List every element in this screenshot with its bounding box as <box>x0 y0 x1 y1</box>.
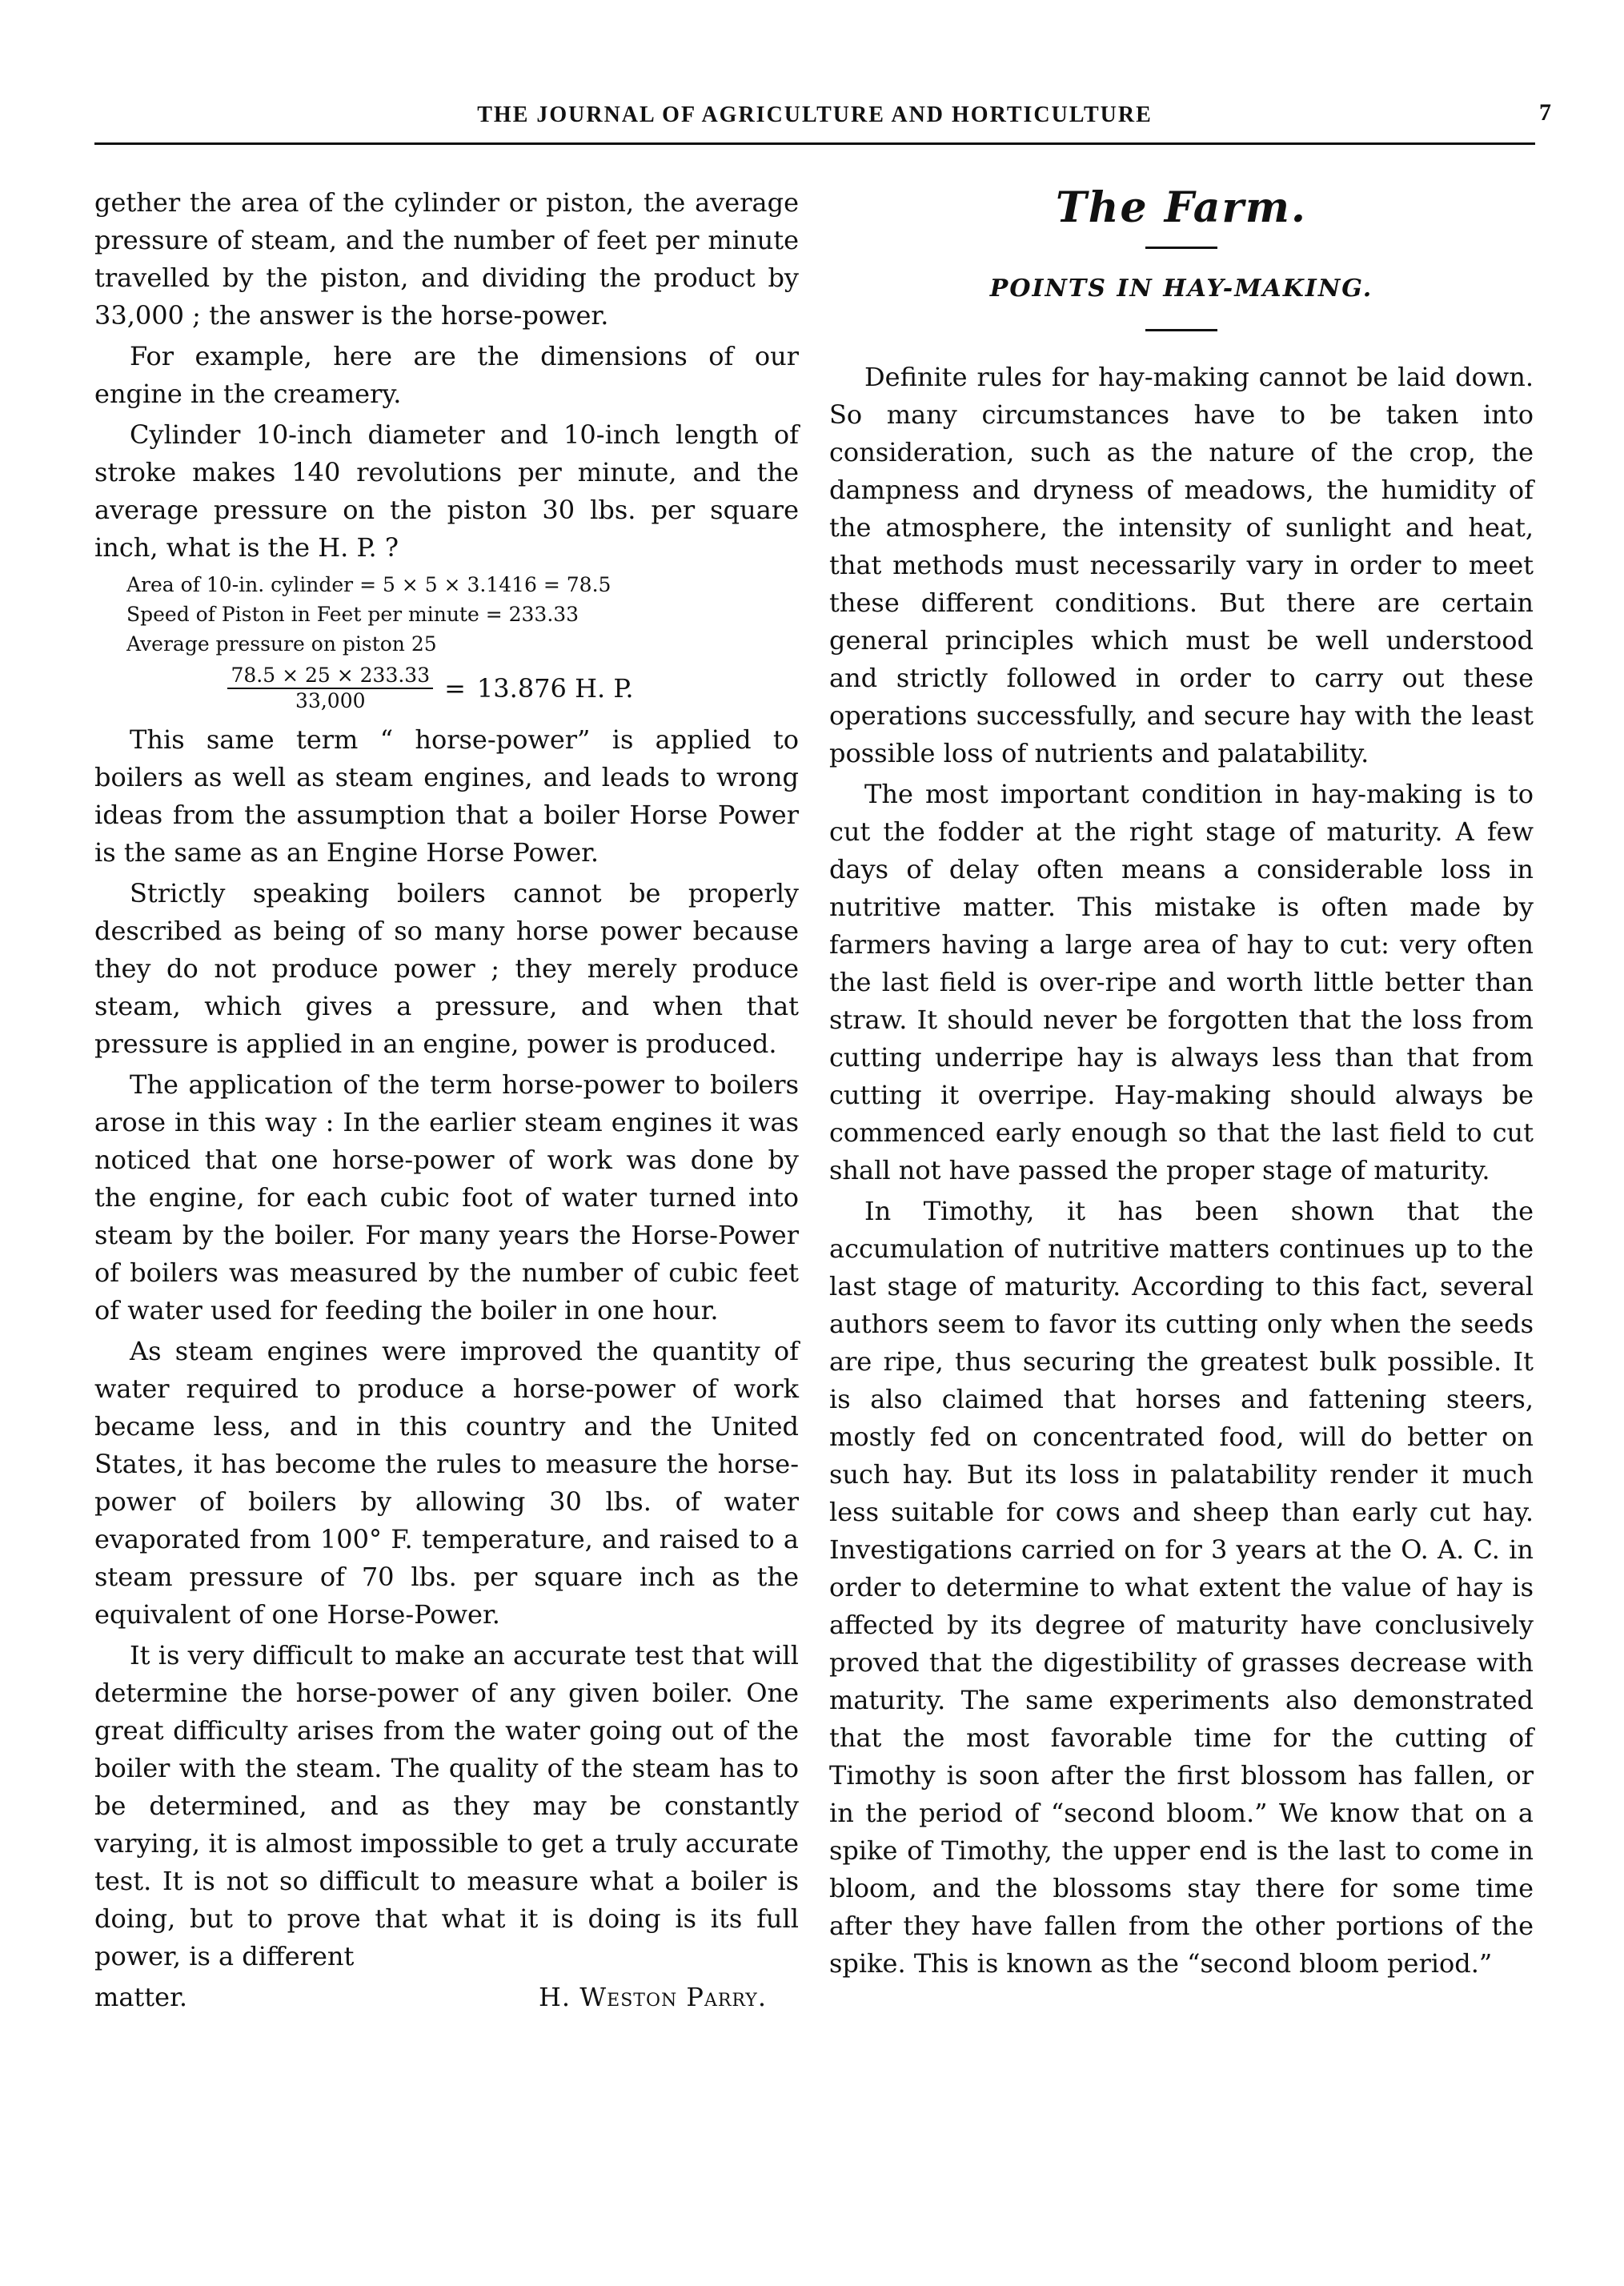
closing-word: matter. <box>94 1982 188 2012</box>
formula-result: 13.876 H. P. <box>476 672 634 704</box>
calc-line: Speed of Piston in Feet per minute = 233.33 <box>126 603 579 626</box>
paragraph: It is very difficult to make an accurate test that will determine the horse-power of any given boiler. One great difficulty arises from the water going out of the boiler with the steam. The quality of the steam has to be determined, and as they may be constantly varying, it is almost impossible to get a truly accurate test. It is not so difficult to measure what a boiler is doing, but to prove that what it is doing is its full power, is a different <box>94 1640 799 1971</box>
formula-numerator: 78.5 × 25 × 233.33 <box>227 664 433 689</box>
title-rule <box>1145 329 1217 331</box>
running-head <box>94 99 1551 150</box>
paragraph: gether the area of the cylinder or piston, the average pressure of steam, and the number of feet per minute travelled by the piston, and dividing the product by 33,000 ; the answer is the horse-power. <box>94 187 799 331</box>
formula-equals: = <box>444 672 466 704</box>
paragraph: Cylinder 10-inch diameter and 10-inch length of stroke makes 140 revolutions per minute, and the average pressure on the piston 30 lbs. per square inch, what is the H. P. ? <box>94 419 799 563</box>
header-rule <box>94 142 1535 145</box>
paragraph: The most important condition in hay-making is to cut the fodder at the right stage of maturity. A few days of delay often means a considerable loss in nutritive matter. This mistake is often made by farmers having a large area of hay to cut: very often the last field is over-ripe and worth little better than straw. It should never be forgotten that the loss from cutting underripe hay is always less than that from cutting it overripe. Hay-making should always be commenced early enough so that the last field to cut shall not have passed the proper stage of maturity. <box>829 779 1534 1185</box>
calc-line: Average pressure on piston 25 <box>126 632 437 656</box>
formula-denominator: 33,000 <box>295 689 366 712</box>
formula-fraction <box>227 664 433 713</box>
paragraph: Definite rules for hay-making cannot be laid down. So many circumstances have to be taken into consideration, such as the nature of the crop, the dampness and dryness of meadows, the humidity of the atmosphere, the intensity of sunlight and heat, that methods must necessarily vary in order to meet these different conditions. But there are certain general principles which must be well understood and strictly followed in order to carry out these operations successfully, and secure hay with the least possible loss of nutrients and palatability. <box>829 362 1534 768</box>
horse-power-formula <box>94 664 799 713</box>
article-title: POINTS IN HAY-MAKING. <box>989 275 1373 303</box>
calculation-block <box>94 570 799 659</box>
author-signature: H. Weston Parry. <box>539 1982 767 2012</box>
journal-title: THE JOURNAL OF AGRICULTURE AND HORTICULTURE <box>477 102 1153 127</box>
signature-line <box>94 1979 799 2016</box>
paragraph: This same term “ horse-power” is applied to boilers as well as steam engines, and leads to wrong ideas from the assumption that a boiler Horse Power is the same as an Engine Horse Power. <box>94 724 799 868</box>
paragraph: Strictly speaking boilers cannot be properly described as being of so many horse power because they do not produce power ; they merely produce steam, which gives a pressure, and when that pressure is applied in an engine, power is produced. <box>94 878 799 1059</box>
paragraph: As steam engines were improved the quantity of water required to produce a horse-power of work became less, and in this country and the United States, it has become the rules to measure the horse-power of boilers by allowing 30 lbs. of water evaporated from 100° F. temperature, and raised to a steam pressure of 70 lbs. per square inch as the equivalent of one Horse-Power. <box>94 1336 799 1630</box>
paragraph: The application of the term horse-power to boilers arose in this way : In the earlier steam engines it was noticed that one horse-power of work was done by the engine, for each cubic foot of water turned into steam by the boiler. For many years the Horse-Power of boilers was measured by the number of cubic feet of water used for feeding the boiler in one hour. <box>94 1069 799 1325</box>
left-column <box>94 184 799 2019</box>
paragraph: In Timothy, it has been shown that the accumulation of nutritive matters continues up to the last stage of maturity. According to this fact, several authors seem to favor its cutting only when the seeds are ripe, thus securing the greatest bulk possible. It is also claimed that horses and fattening steers, mostly fed on concentrated food, will do better on such hay. But its loss in palatability render it much less suitable for cows and sheep than early cut hay. Investigations carried on for 3 years at the O. A. C. in order to determine to what extent the value of hay is affected by its degree of maturity have conclusively proved that the digestibility of grasses decrease with maturity. The same experiments also demonstrated that the most favorable time for the cutting of Timothy is soon after the first blossom has fallen, or in the period of “second bloom.” We know that on a spike of Timothy, the upper end is the last to come in bloom, and the blossoms stay there for some time after they have fallen from the other portions of the spike. This is known as the “second bloom period.” <box>829 1196 1534 1979</box>
page-number: 7 <box>1539 99 1551 126</box>
heading-rule <box>1145 247 1217 249</box>
paragraph: For example, here are the dimensions of our engine in the creamery. <box>94 341 799 409</box>
calc-line: Area of 10-in. cylinder = 5 × 5 × 3.1416 = 78.5 <box>126 573 612 596</box>
section-heading: The Farm. <box>1056 183 1307 232</box>
right-column <box>829 184 1534 1986</box>
